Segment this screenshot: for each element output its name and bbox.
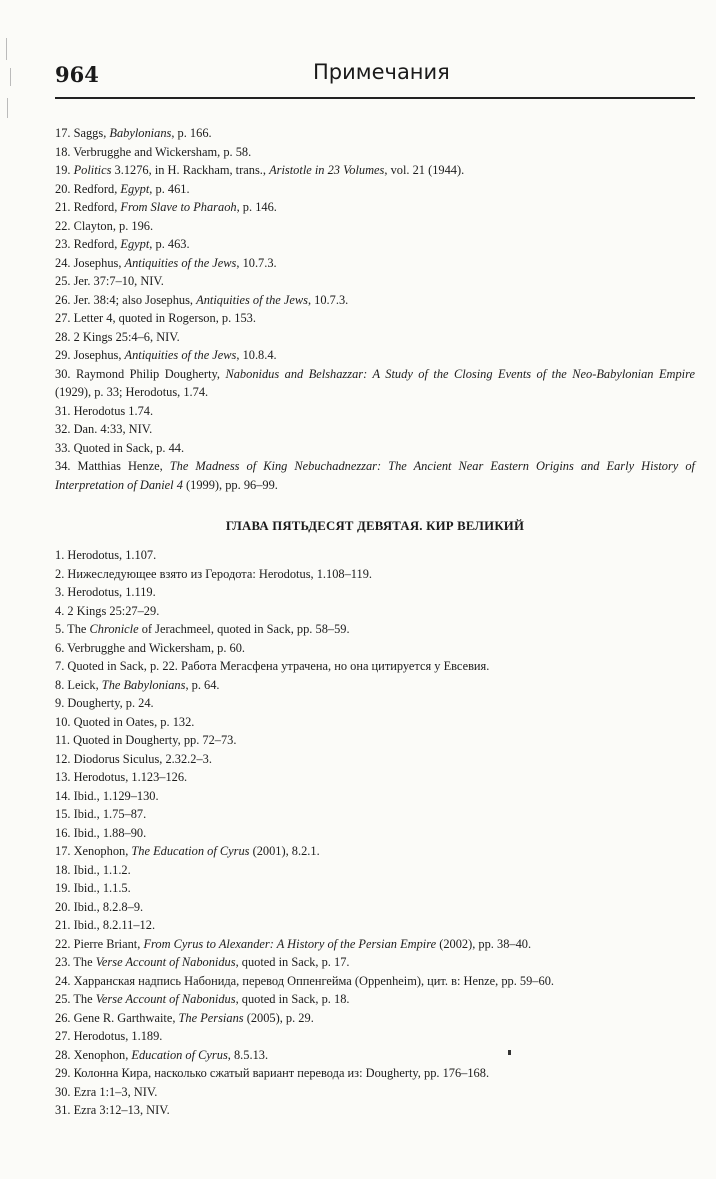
note-text: 13. Herodotus, 1.123–126. xyxy=(55,770,188,784)
note-text: 26. Jer. 38:4; also Josephus, xyxy=(55,292,197,307)
note-entry xyxy=(55,787,695,806)
note-entry xyxy=(55,546,695,565)
note-text: 1. Herodotus, 1.107. xyxy=(55,548,157,562)
page-header xyxy=(55,56,695,96)
scan-margin-marks xyxy=(2,38,16,128)
note-entry xyxy=(55,439,695,458)
note-text: (2005), p. 29. xyxy=(243,1010,314,1025)
note-entry xyxy=(55,1009,695,1028)
note-entry xyxy=(55,602,695,621)
note-title-italic: Politics xyxy=(73,163,112,177)
note-text: 30. Raymond Philip Dougherty, xyxy=(55,366,226,381)
note-entry xyxy=(55,365,695,402)
note-text: 22. Clayton, p. 196. xyxy=(55,218,154,233)
note-text: 6. Verbrugghe and Wickersham, p. 60. xyxy=(55,640,246,655)
note-entry xyxy=(55,1083,695,1102)
note-text: 22. Pierre Briant, xyxy=(55,936,144,951)
note-text: 29. Колонна Кира, насколько сжатый вариант перевода из: Dougherty, pp. 176–168. xyxy=(55,1066,490,1080)
note-entry xyxy=(55,861,695,880)
note-title-italic: Chronicle xyxy=(89,622,139,636)
note-text: 28. 2 Kings 25:4–6, NIV. xyxy=(55,329,180,344)
note-title-italic: Babylonians xyxy=(109,126,172,140)
note-text: of Jerachmeel, quoted in Sack, pp. 58–59. xyxy=(138,622,350,636)
note-entry xyxy=(55,935,695,954)
note-text: 3. Herodotus, 1.119. xyxy=(55,585,156,599)
note-text: 5. The xyxy=(55,622,90,636)
note-entry xyxy=(55,916,695,935)
note-text: (2001), 8.2.1. xyxy=(249,844,320,858)
note-entry xyxy=(55,346,695,365)
note-title-italic: The Persians xyxy=(178,1010,244,1025)
note-entry xyxy=(55,879,695,898)
note-entry xyxy=(55,990,695,1009)
note-text: 8. Leick, xyxy=(55,677,102,692)
note-text: , quoted in Sack, p. 18. xyxy=(235,992,350,1006)
note-text: 28. Xenophon, xyxy=(55,1047,132,1062)
note-entry xyxy=(55,805,695,824)
note-text: 34. Matthias Henze, xyxy=(55,459,170,473)
note-entry xyxy=(55,235,695,254)
note-entry xyxy=(55,180,695,199)
note-text: , p. 463. xyxy=(149,237,190,251)
note-text: , vol. 21 (1944). xyxy=(384,163,465,177)
note-entry xyxy=(55,565,695,584)
note-entry xyxy=(55,1101,695,1120)
note-entry xyxy=(55,676,695,695)
note-text: , 10.7.3. xyxy=(307,292,349,307)
note-text: 2. Нижеследующее взято из Геродота: Herodotus, 1.108–119. xyxy=(55,566,373,581)
note-entry xyxy=(55,639,695,658)
note-text: , p. 461. xyxy=(149,181,190,196)
note-text: 10. Quoted in Oates, p. 132. xyxy=(55,714,195,729)
note-entry xyxy=(55,124,695,143)
note-text: , p. 64. xyxy=(185,677,220,692)
note-entry xyxy=(55,731,695,750)
note-text: 25. The xyxy=(55,992,96,1006)
note-text: , p. 146. xyxy=(236,200,277,214)
note-entry xyxy=(55,328,695,347)
note-text: 31. Ezra 3:12–13, NIV. xyxy=(55,1103,170,1117)
note-text: 14. Ibid., 1.129–130. xyxy=(55,788,159,803)
notes-list-chapter-58 xyxy=(55,124,695,494)
note-title-italic: Verse Account of Nabonidus xyxy=(95,955,236,969)
note-entry xyxy=(55,583,695,602)
ink-speck xyxy=(508,1050,511,1055)
note-text: 24. Josephus, xyxy=(55,255,125,270)
note-text: 17. Saggs, xyxy=(55,126,110,140)
note-text: 32. Dan. 4:33, NIV. xyxy=(55,422,153,436)
note-text: 30. Ezra 1:1–3, NIV. xyxy=(55,1084,158,1099)
note-entry xyxy=(55,291,695,310)
note-text: 23. Redford, xyxy=(55,237,121,251)
note-title-italic: Verse Account of Nabonidus xyxy=(95,992,236,1006)
note-text: 12. Diodorus Siculus, 2.32.2–3. xyxy=(55,751,212,766)
note-text: , 10.7.3. xyxy=(236,255,277,270)
note-text: 21. Ibid., 8.2.11–12. xyxy=(55,918,156,932)
note-entry xyxy=(55,620,695,639)
note-text: 26. Gene R. Garthwaite, xyxy=(55,1010,179,1025)
note-text: , p. 166. xyxy=(171,126,212,140)
note-entry xyxy=(55,217,695,236)
note-text: 31. Herodotus 1.74. xyxy=(55,403,154,418)
note-entry xyxy=(55,420,695,439)
note-text: 18. Verbrugghe and Wickersham, p. 58. xyxy=(55,144,252,159)
note-entry xyxy=(55,694,695,713)
note-title-italic: The Education of Cyrus xyxy=(131,844,250,858)
note-entry xyxy=(55,824,695,843)
note-text: 27. Herodotus, 1.189. xyxy=(55,1029,163,1043)
note-text: 25. Jer. 37:7–10, NIV. xyxy=(55,274,164,288)
note-title-italic: The Babylonians xyxy=(101,677,186,692)
notes-list-chapter-59 xyxy=(55,546,695,1120)
note-text: 24. Харранская надпись Набонида, перевод Оппенгейма (Oppenheim), цит. в: Henze, pp. 59–60. xyxy=(55,973,554,988)
note-title-italic: Antiquities of the Jews xyxy=(124,255,237,270)
note-entry xyxy=(55,1046,695,1065)
chapter-heading: ГЛАВА ПЯТЬДЕСЯТ ДЕВЯТАЯ. КИР ВЕЛИКИЙ xyxy=(225,519,525,533)
note-text: 18. Ibid., 1.1.2. xyxy=(55,862,131,877)
running-title: Примечания xyxy=(313,60,450,84)
note-text: 16. Ibid., 1.88–90. xyxy=(55,825,147,840)
note-title-italic: Egypt xyxy=(120,237,150,251)
note-text: , 10.8.4. xyxy=(236,348,277,362)
note-entry xyxy=(55,713,695,732)
note-text: 21. Redford, xyxy=(55,200,121,214)
note-text: 19. Ibid., 1.1.5. xyxy=(55,881,131,895)
note-entry xyxy=(55,457,695,494)
note-text: 3.1276, in H. Rackham, trans., xyxy=(111,163,270,177)
note-text: (2002), pp. 38–40. xyxy=(436,936,532,951)
note-entry xyxy=(55,1064,695,1083)
note-text: 20. Ibid., 8.2.8–9. xyxy=(55,899,144,914)
note-text: 33. Quoted in Sack, p. 44. xyxy=(55,440,185,455)
note-entry xyxy=(55,972,695,991)
note-title-italic: From Cyrus to Alexander: A History of the Persian Empire xyxy=(143,936,437,951)
note-entry xyxy=(55,657,695,676)
note-text: 27. Letter 4, quoted in Rogerson, p. 153. xyxy=(55,311,256,325)
note-title-italic: Egypt xyxy=(120,181,150,196)
note-entry xyxy=(55,953,695,972)
note-title-italic: The Madness of King Nebuchadnezzar: The Ancient Near Eastern Origins and Early History of Interpretation of Daniel 4 xyxy=(55,459,695,492)
note-entry xyxy=(55,198,695,217)
note-text: 4. 2 Kings 25:27–29. xyxy=(55,603,160,618)
note-text: 20. Redford, xyxy=(55,181,121,196)
note-title-italic: Education of Cyrus xyxy=(131,1047,228,1062)
note-text: 17. Xenophon, xyxy=(55,844,132,858)
note-text: 19. xyxy=(55,163,74,177)
note-entry xyxy=(55,402,695,421)
note-text: (1929), p. 33; Herodotus, 1.74. xyxy=(55,385,209,399)
note-text: (1999), pp. 96–99. xyxy=(182,477,278,492)
note-entry xyxy=(55,272,695,291)
note-entry xyxy=(55,254,695,273)
note-entry xyxy=(55,898,695,917)
note-title-italic: Nabonidus and Belshazzar: A Study of the Closing Events of the Neo-Babylonian Empire xyxy=(225,366,695,381)
note-text: , quoted in Sack, p. 17. xyxy=(235,955,350,969)
note-entry xyxy=(55,768,695,787)
note-entry xyxy=(55,842,695,861)
note-text: , 8.5.13. xyxy=(227,1047,269,1062)
note-entry xyxy=(55,143,695,162)
note-title-italic: Antiquities of the Jews xyxy=(124,348,237,362)
note-entry xyxy=(55,1027,695,1046)
note-title-italic: Aristotle in 23 Volumes xyxy=(269,163,385,177)
note-text: 7. Quoted in Sack, p. 22. Работа Мегасфена утрачена, но она цитируется у Евсевия. xyxy=(55,659,490,673)
page-number: 964 xyxy=(55,62,99,87)
note-title-italic: From Slave to Pharaoh xyxy=(120,200,237,214)
header-rule xyxy=(55,97,695,99)
note-text: 9. Dougherty, p. 24. xyxy=(55,696,154,710)
note-entry xyxy=(55,309,695,328)
note-text: 11. Quoted in Dougherty, pp. 72–73. xyxy=(55,733,237,747)
note-entry xyxy=(55,161,695,180)
note-text: 23. The xyxy=(55,955,96,969)
note-text: 29. Josephus, xyxy=(55,348,125,362)
note-text: 15. Ibid., 1.75–87. xyxy=(55,807,147,821)
note-title-italic: Antiquities of the Jews xyxy=(196,292,308,307)
note-entry xyxy=(55,750,695,769)
